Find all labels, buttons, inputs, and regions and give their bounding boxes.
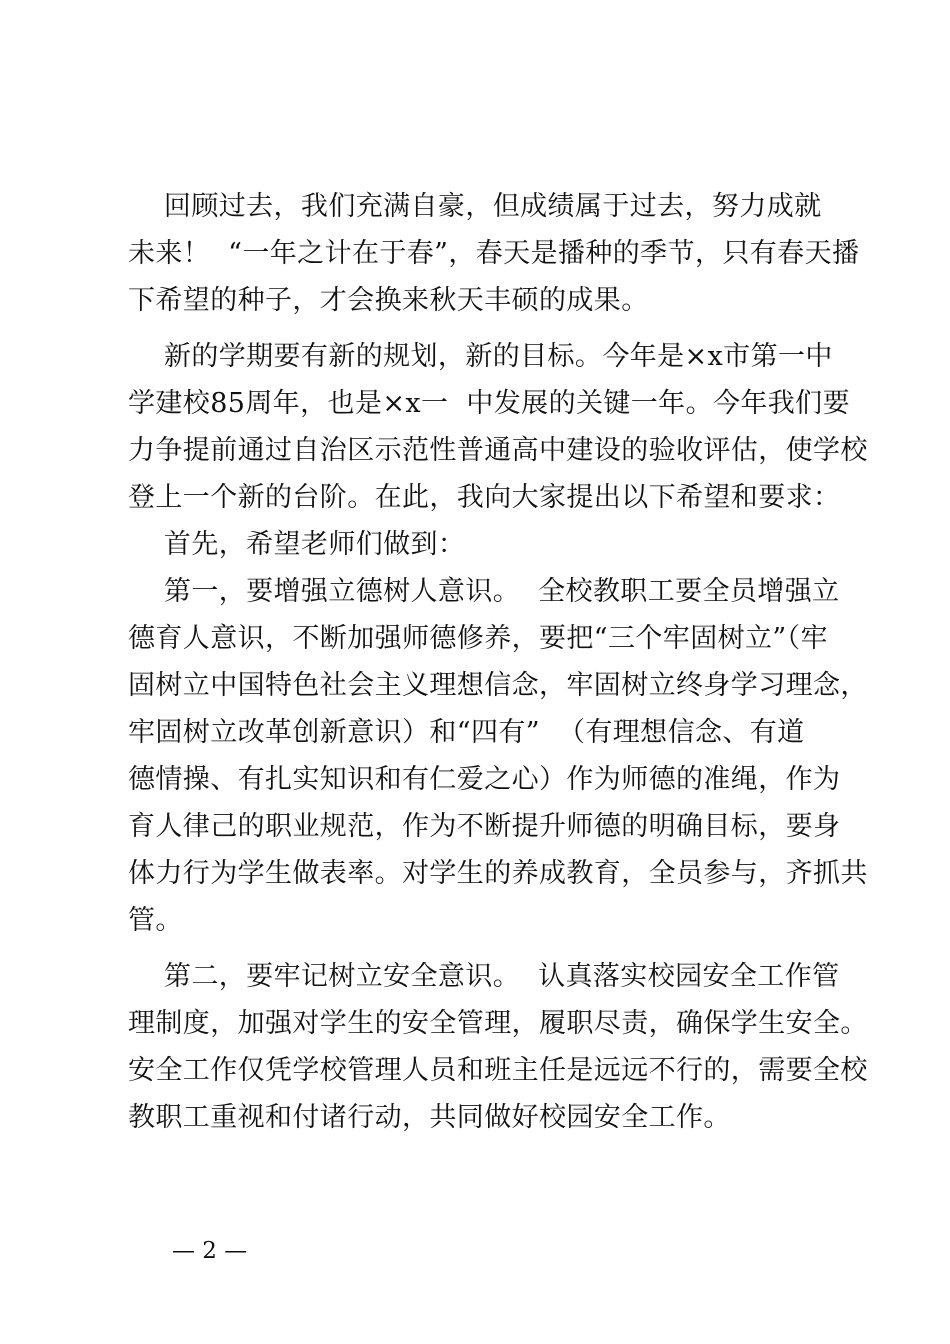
text-line: 育人律己的职业规范，作为不断提升师德的明确目标，要身 [128,811,841,842]
text-line: 力争提前通过自治区示范性普通高中建设的验收评估，使学校 [128,435,868,466]
text-line: 未来！ “一年之计在于春”，春天是播种的季节，只有春天播 [128,238,860,269]
text-line: 第二，要牢记树立安全意识。 认真落实校园安全工作管 [128,961,840,992]
text-line: 理制度，加强对学生的安全管理，履职尽责，确保学生安全。 [128,1008,868,1039]
text-line: 教职工重视和付诸行动，共同做好校园安全工作。 [128,1102,731,1133]
text-line: 第一，要增强立德树人意识。 全校教职工要全员增强立 [128,576,840,607]
text-line: 德育人意识，不断加强师德修养，要把“三个牢固树立”（牢 [128,623,828,654]
document-body [128,183,868,1141]
text-line: 体力行为学生做表率。对学生的养成教育，全员参与，齐抓共 [128,858,868,889]
text-line: 首先，希望老师们做到： [128,529,466,560]
text-line: 回顾过去，我们充满自豪，但成绩属于过去，努力成就 [128,191,822,222]
paragraph-gap [128,944,838,953]
page-number: — 2 — [172,1238,248,1264]
text-line: 德情操、有扎实知识和有仁爱之心）作为师德的准绳，作为 [128,764,841,795]
text-line: 学建校85周年，也是×x一 中发展的关键一年。今年我们要 [128,388,850,419]
paragraph-gap [128,324,838,333]
text-line: 固树立中国特色社会主义理想信念，牢固树立终身学习理念， [128,670,868,701]
text-line: 管。 [128,905,183,936]
text-line: 安全工作仅凭学校管理人员和班主任是远远不行的，需要全校 [128,1055,868,1086]
text-line: 新的学期要有新的规划，新的目标。今年是×x市第一中 [128,341,833,372]
text-line: 下希望的种子，才会换来秋天丰硕的成果。 [128,285,649,316]
text-line: 登上一个新的台阶。在此，我向大家提出以下希望和要求： [128,482,841,513]
text-line: 牢固树立改革创新意识）和“四有” （有理想信念、有道 [128,717,805,748]
